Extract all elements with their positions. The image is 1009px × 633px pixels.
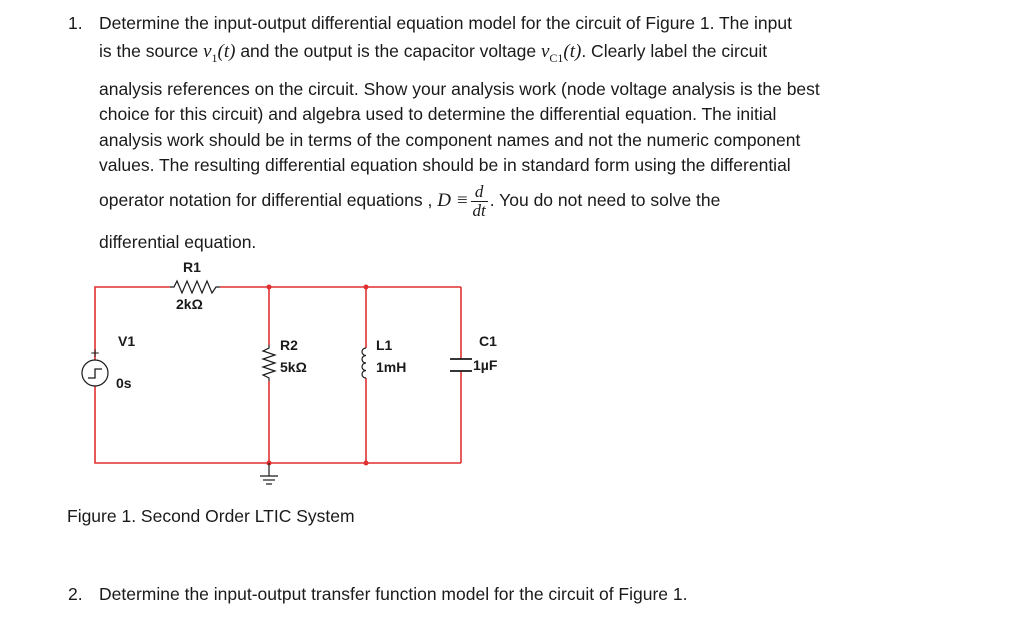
wire-left-bottom [95, 386, 461, 463]
v1-sym: v [203, 40, 212, 62]
svg-text:+: + [90, 346, 101, 360]
q1-line-7-b: . You do not need to solve the [489, 189, 721, 210]
q1-line-3: analysis references on the circuit. Show your analysis work (node voltage analysis is the best [99, 78, 820, 99]
r2-value-label: 5kΩ [280, 359, 307, 375]
ground-icon [260, 463, 278, 484]
r1-value-label: 2kΩ [176, 296, 203, 312]
c1-capacitor-symbol [450, 359, 472, 371]
r2-resistor-symbol [263, 345, 275, 381]
v1-arg: (t) [217, 40, 236, 62]
q1-line-2-b: and the output is the capacitor voltage [235, 40, 541, 61]
q1-line-7-a: operator notation for differential equations , [99, 189, 438, 210]
q1-line-6: values. The resulting differential equation should be in standard form using the differential [99, 155, 791, 176]
vc-sym: v [540, 40, 550, 62]
q1-line-2-c: . Clearly label the circuit [581, 40, 768, 61]
circuit-wires [95, 287, 461, 463]
q1-line-1: Determine the input-output differential equation model for the circuit of Figure 1. The input [99, 13, 792, 33]
l1-inductor-symbol [362, 348, 366, 378]
fraction-numerator: d [471, 183, 488, 202]
r1-name-label: R1 [183, 259, 201, 275]
v1-value-label: 0s [116, 375, 132, 391]
wire-top-left [95, 287, 170, 360]
v1-source-symbol [82, 346, 108, 386]
q1-line-4: choice for this circuit) and algebra used to determine the differential equation. The initial [99, 104, 777, 125]
operator-symbol: D ≡ [437, 189, 469, 211]
c1-value-label: 1µF [473, 357, 498, 373]
figure-caption: Figure 1. Second Order LTIC System [67, 506, 355, 526]
question-2-text [99, 582, 939, 608]
fraction-denominator: dt [472, 200, 486, 220]
junction-bottom-l1 [364, 461, 369, 466]
junction-top-l1 [364, 285, 369, 290]
r1-resistor-symbol [170, 281, 220, 293]
q1-line-2-a: is the source [99, 40, 204, 61]
vc-sub: C1 [549, 50, 564, 65]
c1-name-label: C1 [479, 333, 497, 349]
q1-line-5: analysis work should be in terms of the component names and not the numeric component [99, 129, 801, 150]
v1-name-label: V1 [118, 333, 136, 349]
question-2-number: 2. [68, 584, 83, 604]
v1-sub: 1 [211, 50, 218, 65]
l1-name-label: L1 [376, 337, 393, 353]
question-1-number: 1. [68, 13, 83, 33]
r2-name-label: R2 [280, 337, 298, 353]
q2-line-1: Determine the input-output transfer function model for the circuit of Figure 1. [99, 584, 688, 604]
l1-value-label: 1mH [376, 359, 407, 375]
vc-arg: (t) [563, 40, 582, 62]
q1-line-8: differential equation. [99, 231, 257, 252]
junction-top-r2 [267, 285, 272, 290]
junction-dots [267, 285, 369, 466]
